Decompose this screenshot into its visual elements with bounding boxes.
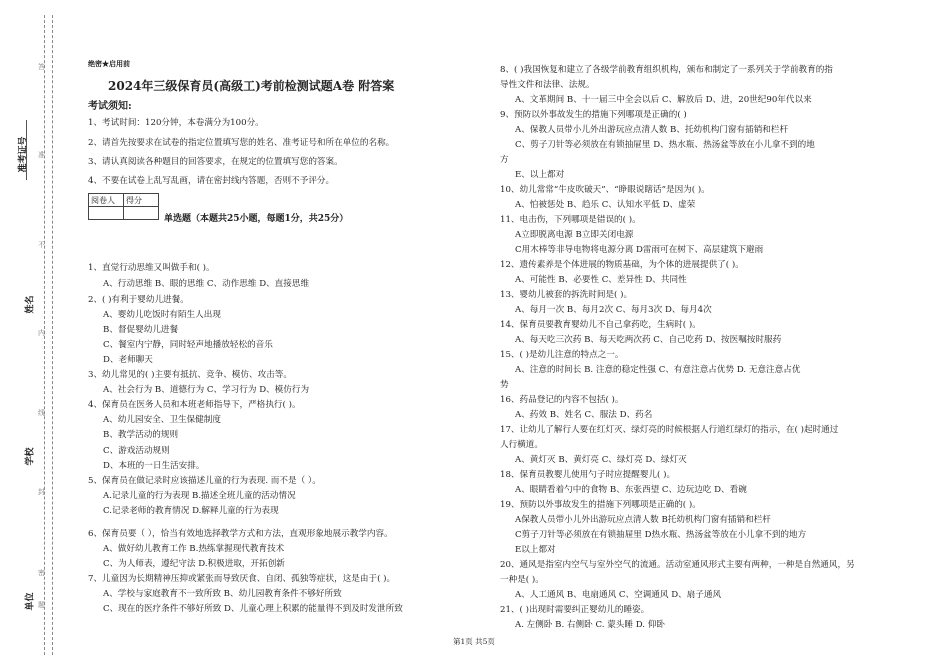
option-line: A保教人员带小儿外出游玩应点清人数 B托幼机构门窗有插销和栏杆 — [515, 515, 771, 525]
option-line: B、教学活动的规则 — [103, 430, 179, 440]
seal-dashed-line-inner — [52, 15, 53, 655]
name-label: 姓名 — [25, 295, 36, 314]
option-line: D、老师聊天 — [103, 355, 153, 365]
option-line: A、人工通风 B、电扇通风 C、空调通风 D、扇子通风 — [515, 590, 722, 600]
question-line: 17、让幼儿了解行人要在红灯灭、绿灯亮的时候根据人行道红绿灯的指示，在( )起时通过 — [500, 425, 839, 435]
question-line: 9、预防以外事故发生的措施下列哪项是正确的( ) — [500, 110, 687, 120]
question-line: 2、( )有利于婴幼儿进餐。 — [88, 295, 189, 305]
page-footer: 第1页 共5页 — [453, 637, 495, 646]
notice-line: 1、考试时间：120分钟，本卷满分为100分。 — [88, 118, 264, 128]
option-line: C、剪子刀针等必须放在有锁抽屉里 D、热水瓶、热汤盆等放在小儿拿不到的地 — [515, 140, 815, 150]
question-line: 3、幼儿常见的( )主要有抵抗、竞争、模仿、攻击等。 — [88, 370, 292, 380]
question-line: 11、电击伤，下列哪项是错误的( )。 — [500, 215, 641, 225]
question-line: 7、儿童因为长期精神压抑或紧张而导致厌食、自闭、孤独等症状，这是由于( )。 — [88, 574, 396, 584]
notice-heading: 考试须知: — [88, 101, 132, 112]
score-table — [88, 193, 159, 220]
seal-char-ti: 题 — [38, 601, 45, 609]
option-line: C用木棒等非导电物将电源分离 D雷雨可在树下、高层建筑下避雨 — [515, 245, 764, 255]
seal-char-mi: 密 — [38, 569, 45, 577]
question-line: 15、( )是幼儿注意的特点之一。 — [500, 350, 624, 360]
option-line: E以上都对 — [515, 545, 556, 555]
question-line: 13、婴幼儿被套的拆洗时间是( )。 — [500, 290, 633, 300]
seal-char-zhun: 准 — [38, 151, 45, 159]
score-blank-cell — [124, 207, 159, 220]
option-line: A、药效 B、姓名 C、服法 D、药名 — [515, 410, 653, 420]
question-line: 12、遗传素养是个体进展的物质基础，为个体的进展提供了( )。 — [500, 260, 744, 270]
notice-line: 4、不要在试卷上乱写乱画，请在密封线内答题，否则不予评分。 — [88, 176, 335, 186]
option-line: C剪子刀针等必须放在有锁抽屉里 D热水瓶、热汤盆等放在小儿拿不到的地方 — [515, 530, 807, 540]
option-line: 势 — [500, 380, 509, 390]
page-title: 2024年三级保育员(高级工)考前检测试题A卷 附答案 — [108, 79, 395, 93]
exam-id-label: 准考证号 — [18, 136, 29, 173]
secret-mark: 绝密★启用前 — [88, 59, 130, 68]
option-line: A、做好幼儿教育工作 B.热练掌握现代教育技术 — [103, 544, 285, 554]
notice-line: 3、请认真阅读各种题目的回答要求，在规定的位置填写您的答案。 — [88, 157, 343, 167]
score-cell: 得分 — [124, 194, 159, 207]
exam-id-line — [26, 120, 28, 180]
question-line: 10、幼儿常常“牛皮吹破天”、“睁眼说瞎话”是因为( )。 — [500, 185, 710, 195]
option-line: A、眼睛看着勺中的食物 B、东张西望 C、边玩边吃 D、看碗 — [515, 485, 747, 495]
question-line: 一种是( )。 — [500, 575, 544, 585]
question-line: 6、保育员要（ ），恰当有效地选择教学方式和方法，直观形象地展示教学内容。 — [88, 529, 393, 539]
school-label: 学校 — [25, 447, 36, 466]
unit-label: 单位 — [25, 592, 36, 611]
option-line: C、餐室内宁静，同时轻声地播放轻松的音乐 — [103, 340, 273, 350]
option-line: B、督促婴幼儿进餐 — [103, 325, 179, 335]
option-line: A、每天吃三次药 B、每天吃两次药 C、自己吃药 D、按医嘱按时服药 — [515, 335, 782, 345]
option-line: C、现在的医疗条件不够好所致 D、儿童心理上积累的能量得不到及时发泄所致 — [103, 604, 403, 614]
seal-char-bu: 不 — [38, 241, 45, 249]
option-line: C、游戏活动规则 — [103, 446, 170, 456]
question-line: 21、( )出现时需要纠正婴幼儿的睡姿。 — [500, 605, 650, 615]
option-line: A、社会行为 B、道德行为 C、学习行为 D、模仿行为 — [103, 385, 310, 395]
question-line: 8、( )我国恢复和建立了各级学前教育组织机构，颁布和制定了一系列关于学前教育的指 — [500, 65, 833, 75]
option-line: A、文革期间 B、十一届三中全会以后 C、解放后 D、进，20世纪90年代以来 — [515, 95, 812, 105]
seal-char-nei: 内 — [38, 329, 45, 337]
option-line: E、以上都对 — [515, 170, 565, 180]
grader-blank-cell — [89, 207, 124, 220]
question-line: 16、药品登记的内容不包括( )。 — [500, 395, 624, 405]
option-line: A、黄灯灭 B、黄灯亮 C、绿灯亮 D、绿灯灭 — [515, 455, 687, 465]
seal-char-feng: 封 — [38, 488, 45, 496]
question-line: 人行横道。 — [500, 440, 543, 450]
notice-line: 2、请首先按要求在试卷的指定位置填写您的姓名、准考证号和所在单位的名称。 — [88, 138, 395, 148]
section-heading: 单选题（本题共25小题，每题1分，共25分） — [164, 214, 349, 224]
question-line: 4、保育员在医务人员和本班老师指导下，严格执行( )。 — [88, 400, 301, 410]
seal-char-da: 答 — [38, 63, 45, 71]
option-line: C、为人师表，遵纪守法 D.积极进取，开拓创新 — [103, 559, 285, 569]
question-line: 18、保育员教婴儿使用勺子时应提醒婴儿( )。 — [500, 470, 676, 480]
option-line: A、学校与家庭教育不一致所致 B、幼儿园教育条件不够好所致 — [103, 589, 342, 599]
option-line: A立即脱离电源 B立即关闭电源 — [515, 230, 634, 240]
question-line: 导性文件和法律、法规。 — [500, 80, 595, 90]
question-line: 5、保育员在做记录时应该描述儿童的行为表现. 而不是（ ）。 — [88, 476, 321, 486]
option-line: D、本班的一日生活安排。 — [103, 461, 205, 471]
option-line: A、可能性 B、必要性 C、差异性 D、共同性 — [515, 275, 687, 285]
question-line: 19、预防以外事故发生的措施下列哪项是正确的( )。 — [500, 500, 701, 510]
option-line: A. 左侧卧 B. 右侧卧 C. 蒙头睡 D. 仰卧 — [515, 620, 665, 630]
question-line: 20、通风是指室内空气与室外空气的流通。活动室通风形式主要有两种，一种是自然通风，另 — [500, 560, 855, 570]
question-line: 1、直觉行动思维又叫做手和( )。 — [88, 263, 215, 273]
option-line: A、行动思维 B、眼的思维 C、动作思维 D、直接思维 — [103, 279, 310, 289]
seal-char-xian: 线 — [38, 409, 45, 417]
grader-cell: 阅卷人 — [89, 194, 124, 207]
option-line: 方 — [500, 155, 509, 165]
option-line: A、保教人员带小儿外出游玩应点清人数 B、托幼机构门窗有插销和栏杆 — [515, 125, 789, 135]
option-line: C.记录老师的教育情况 D.解释儿童的行为表现 — [103, 506, 279, 516]
option-line: A、每月一次 B、每月2次 C、每月3次 D、每月4次 — [515, 305, 712, 315]
option-line: A.记录儿童的行为表现 B.描述全班儿童的活动情况 — [103, 491, 296, 501]
question-line: 14、保育员要教育婴幼儿不自己拿药吃，生病时( )。 — [500, 320, 701, 330]
option-line: A、幼儿园安全、卫生保健制度 — [103, 415, 221, 425]
option-line: A、注意的时间长 B. 注意的稳定性强 C、有意注意占优势 D. 无意注意占优 — [515, 365, 801, 375]
option-line: A、怕被惩处 B、趋乐 C、认知水平低 D、虚荣 — [515, 200, 696, 210]
option-line: A、婴幼儿吃饭时有陌生人出现 — [103, 310, 221, 320]
